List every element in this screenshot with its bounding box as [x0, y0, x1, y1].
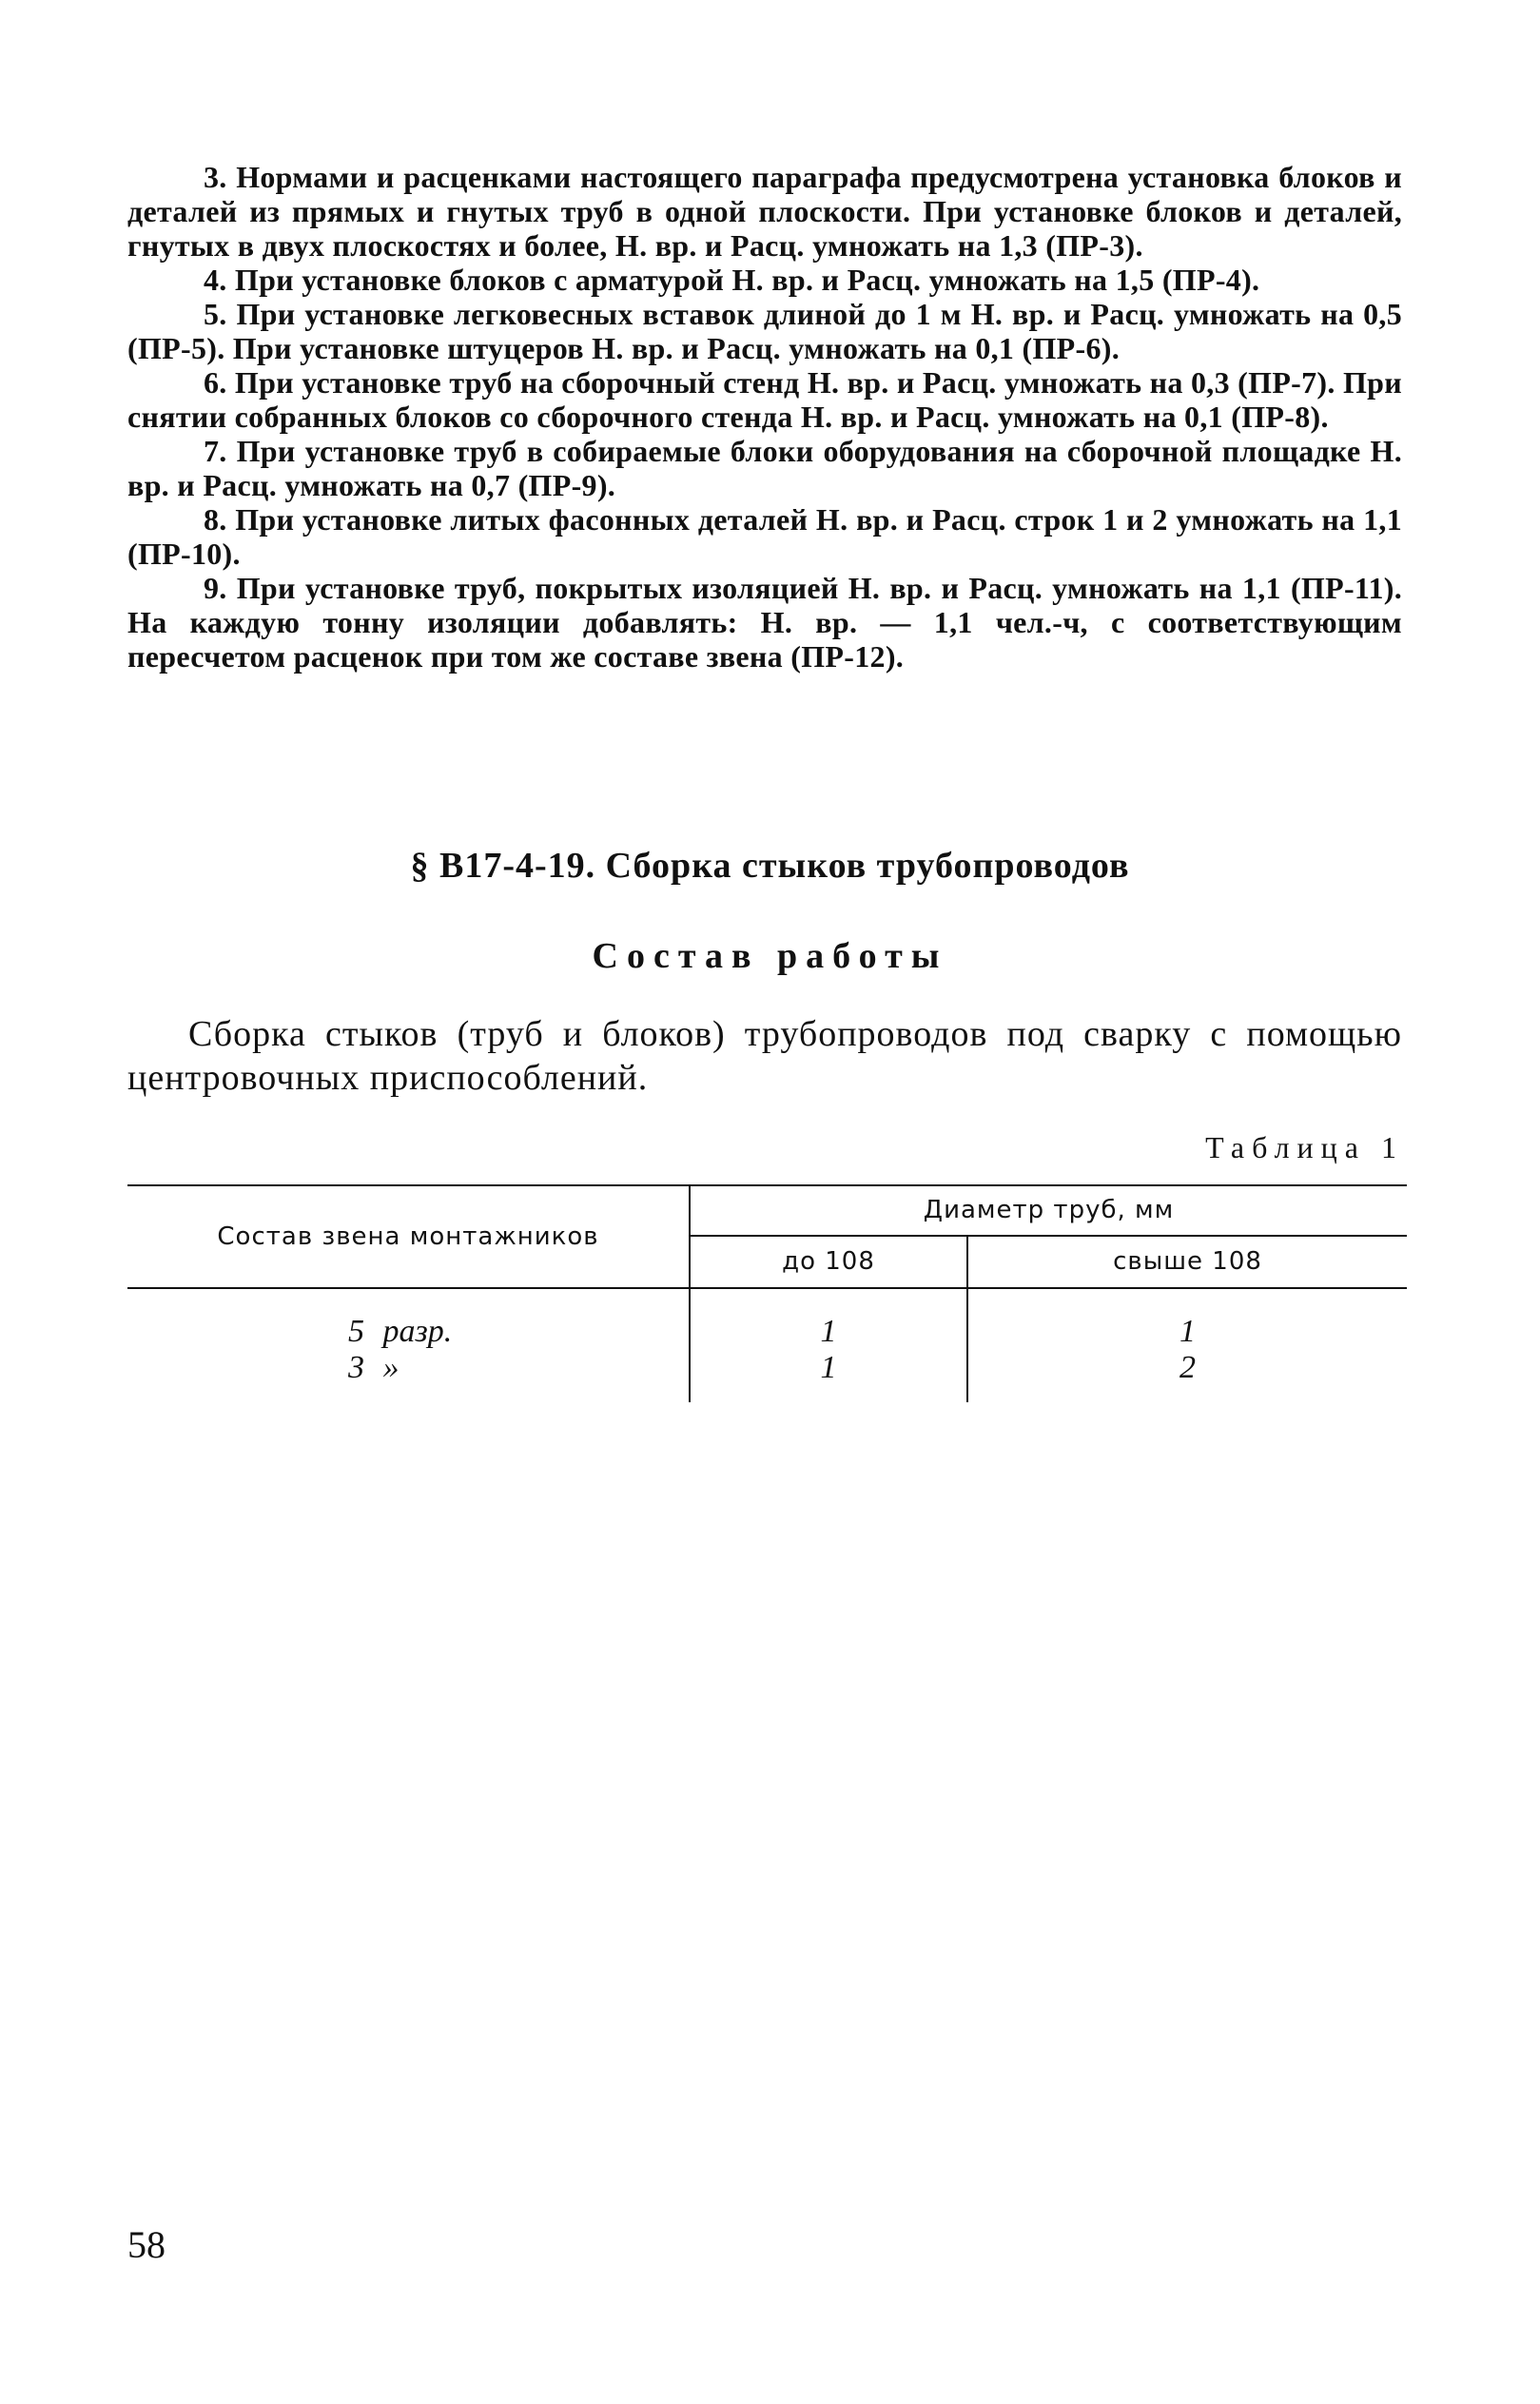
- grade-suffix: разр.: [382, 1314, 453, 1349]
- table-value: 2: [1179, 1350, 1196, 1385]
- grade-number: 5: [348, 1314, 364, 1349]
- note-text: 8. При установке литых фасонных деталей Н. вр. и: [204, 502, 933, 537]
- rate-term: Расц.: [915, 400, 990, 434]
- rate-term: Расц.: [1090, 297, 1165, 331]
- grade-number: 3: [348, 1350, 364, 1385]
- table-label: Таблица 1: [1205, 1130, 1404, 1164]
- column-header-up-to-108: до 108: [690, 1236, 967, 1288]
- rate-term: Расц.: [922, 365, 997, 400]
- page-number: 58: [127, 2223, 166, 2266]
- note-text: 5. При установке легковесных вставок длиной до 1 м Н. вр. и: [204, 297, 1091, 331]
- rate-term: Расц.: [707, 331, 781, 365]
- rate-term: Расц.: [932, 502, 1006, 537]
- rate-term: Расц.: [968, 571, 1043, 605]
- note-text: умножать на 0,3 (ПР-7). При снятии собранных блоков со сборочного стенда Н. вр. и: [127, 365, 1403, 434]
- note-paragraph: [127, 297, 1402, 365]
- note-paragraph: [127, 365, 1402, 434]
- note-text: 9. При установке труб, покрытых изоляцией Н. вр. и: [204, 571, 969, 605]
- table-value: 1: [820, 1350, 837, 1385]
- note-text: 3. Нормами и расценками настоящего параграфа предусмотрена установка блоков и деталей из прямых и гнутых труб в одной плоскости. При установке блоков и деталей, гнутых в двух плоскостях и более, Н. вр. и: [127, 160, 1402, 263]
- table-value: 1: [1179, 1314, 1196, 1349]
- note-text: умножать на 1,1 (ПР-11). На каждую тонну изоляции добавлять: Н. вр. — 1,1 чел.-ч, с соответствующим пересчетом расценок при том же составе звена (ПР-12).: [127, 571, 1403, 674]
- note-text: умножать на 0,1 (ПР-6).: [780, 331, 1121, 365]
- up-to-108-values-cell: [690, 1288, 967, 1402]
- rate-term: Расц.: [203, 468, 278, 502]
- crew-table: [127, 1184, 1407, 1402]
- note-paragraph: [127, 502, 1402, 571]
- note-paragraph: [127, 434, 1402, 502]
- work-description: Сборка стыков (труб и блоков) трубопроводов под сварку с помощью центровочных приспособлений.: [127, 1014, 1402, 1098]
- over-108-values-cell: [967, 1288, 1407, 1402]
- notes-section: [127, 160, 1402, 674]
- note-text: умножать на 1,5 (ПР-4).: [921, 263, 1260, 297]
- grade-line: [348, 1350, 688, 1386]
- note-paragraph: [127, 160, 1402, 263]
- rate-term: Расц.: [847, 263, 922, 297]
- table-value: 1: [820, 1314, 837, 1349]
- table-body-row: [127, 1288, 1407, 1402]
- note-text: умножать на 0,7 (ПР-9).: [277, 468, 616, 502]
- rate-term: Расц.: [731, 228, 805, 263]
- note-text: 6. При установке труб на сборочный стенд Н. вр. и: [204, 365, 923, 400]
- grade-suffix: »: [382, 1350, 400, 1385]
- grade-line: [348, 1314, 688, 1350]
- column-header-diameter: Диаметр труб, мм: [690, 1185, 1407, 1236]
- column-header-over-108: свыше 108: [967, 1236, 1407, 1288]
- note-text: 7. При установке труб в собираемые блоки оборудования на сборочной площадке Н. вр. и: [127, 434, 1402, 502]
- note-text: умножать на 0,1 (ПР-8).: [989, 400, 1329, 434]
- note-text: умножать на 0,5 (ПР-5). При установке штуцеров Н. вр. и: [127, 297, 1402, 365]
- crew-grades-cell: [127, 1288, 690, 1402]
- column-header-crew: Состав звена монтажников: [127, 1185, 690, 1288]
- note-text: 4. При установке блоков с арматурой Н. вр. и: [204, 263, 848, 297]
- note-text: строк 1 и 2 умножать на 1,1 (ПР-10).: [127, 502, 1403, 571]
- work-composition-title: Состав работы: [592, 936, 948, 976]
- note-paragraph: [127, 263, 1402, 297]
- section-title: § В17-4-19. Сборка стыков трубопроводов: [410, 846, 1130, 886]
- note-text: умножать на 1,3 (ПР-3).: [804, 228, 1143, 263]
- note-paragraph: [127, 571, 1402, 674]
